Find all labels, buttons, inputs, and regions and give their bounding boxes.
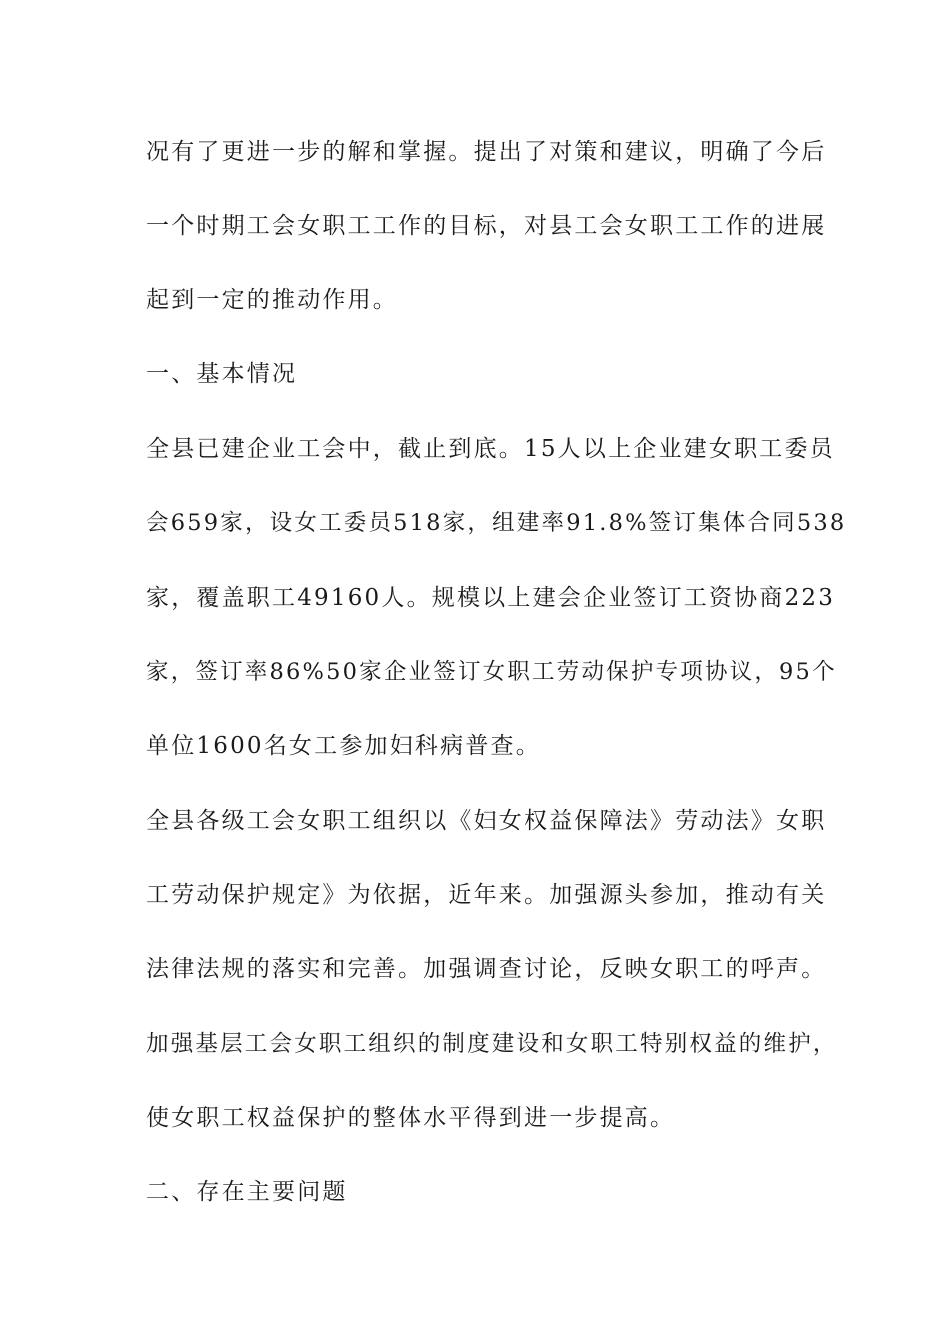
text-line: 会659家，设女工委员518家，组建率91.8%签订集体合同538 — [146, 510, 847, 536]
text-line: 使女职工权益保护的整体水平得到进一步提高。 — [146, 1105, 676, 1131]
text-line: 加强基层工会女职工组织的制度建设和女职工特别权益的维护， — [146, 1031, 838, 1057]
text-line: 全县已建企业工会中，截止到底。15人以上企业建女职工委员 — [146, 436, 835, 462]
text-line: 单位1600名女工参加妇科病普查。 — [146, 733, 541, 759]
text-line: 家，签订率86%50家企业签订女职工劳动保护专项协议，95个 — [146, 659, 837, 685]
text-line: 况有了更进一步的解和掌握。提出了对策和建议，明确了今后 — [146, 139, 827, 165]
text-line: 家，覆盖职工49160人。规模以上建会企业签订工资协商223 — [146, 585, 836, 611]
text-line: 一个时期工会女职工工作的目标，对县工会女职工工作的进展 — [146, 213, 827, 239]
section-heading: 一、基本情况 — [146, 361, 298, 387]
section-heading: 二、存在主要问题 — [146, 1179, 348, 1205]
text-line: 工劳动保护规定》为依据，近年来。加强源头参加，推动有关 — [146, 882, 827, 908]
text-line: 法律法规的落实和完善。加强调查讨论，反映女职工的呼声。 — [146, 956, 827, 982]
text-line: 起到一定的推动作用。 — [146, 287, 398, 313]
text-line: 全县各级工会女职工组织以《妇女权益保障法》劳动法》女职 — [146, 808, 827, 834]
